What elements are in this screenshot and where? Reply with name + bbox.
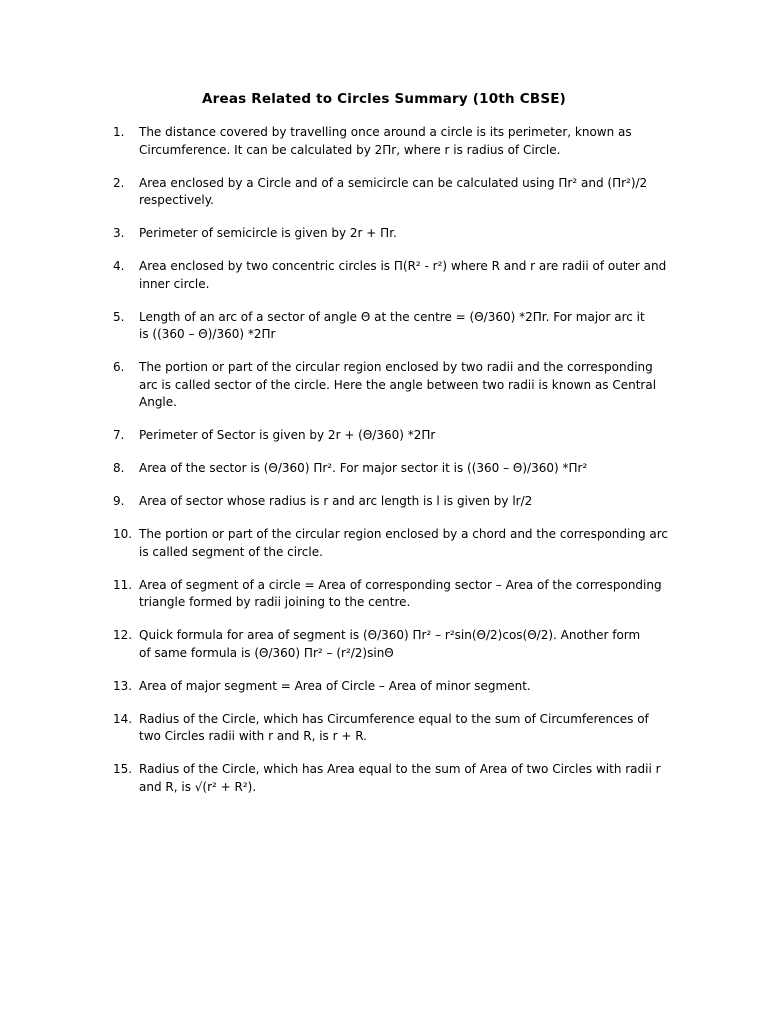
list-item-number: 3. — [113, 226, 125, 240]
list-item — [113, 711, 683, 746]
list-item-number: 13. — [113, 678, 133, 693]
document-title: Areas Related to Circles Summary (10th CBSE) — [201, 91, 567, 107]
list-item-text: The portion or part of the circular region enclosed by a chord and the corresponding arc is called segment of the circle. — [139, 527, 669, 559]
list-item-number: 6. — [113, 360, 125, 374]
list-item-number: 10. — [113, 527, 133, 541]
list-item — [113, 577, 683, 612]
list-item-number: 8. — [113, 461, 125, 475]
list-item — [113, 359, 683, 412]
list-item-text: Area enclosed by two concentric circles is Π(R² - r²) where R and r are radii of outer and inner circle. — [139, 259, 667, 291]
list-item-text: Area of major segment = Area of Circle – Area of minor segment. — [139, 678, 531, 693]
list-item-number: 2. — [113, 175, 125, 190]
list-item — [113, 124, 683, 159]
list-item-text: The portion or part of the circular region enclosed by two radii and the corresponding arc is called sector of the circle. Here the angle between two radii is known as Central Angle. — [139, 360, 657, 409]
list-item — [113, 258, 683, 293]
list-item — [113, 678, 683, 696]
list-item-text: The distance covered by travelling once around a circle is its perimeter, known as Circumference. It can be calculated by 2Πr, where r is radius of Circle. — [139, 125, 632, 157]
list-item-text: Quick formula for area of segment is (Θ/360) Πr² – r²sin(Θ/2)cos(Θ/2). Another form of same formula is (Θ/360) Πr² – (r²/2)sinΘ — [139, 628, 641, 660]
list-item-number: 12. — [113, 628, 133, 642]
list-item — [113, 493, 683, 511]
list-item-number: 14. — [113, 711, 133, 726]
list-item-number: 15. — [113, 762, 133, 776]
summary-list — [113, 124, 683, 812]
list-item-text: Length of an arc of a sector of angle Θ at the centre = (Θ/360) *2Πr. For major arc it is ((360 – Θ)/360) *2Πr — [139, 309, 645, 341]
list-item — [113, 309, 683, 344]
list-item-text: Perimeter of semicircle is given by 2r + Πr. — [139, 226, 397, 240]
list-item-number: 4. — [113, 259, 125, 273]
list-item — [113, 526, 683, 561]
list-item — [113, 427, 683, 445]
list-item — [113, 761, 683, 796]
list-item — [113, 627, 683, 662]
list-item-number: 7. — [113, 428, 125, 442]
list-item-text: Area of sector whose radius is r and arc length is l is given by lr/2 — [139, 494, 533, 508]
list-item — [113, 175, 683, 210]
list-item-number: 5. — [113, 309, 125, 324]
list-item — [113, 225, 683, 243]
list-item-text: Radius of the Circle, which has Circumference equal to the sum of Circumferences of two Circles radii with r and R, is r + R. — [139, 711, 649, 743]
list-item-text: Radius of the Circle, which has Area equal to the sum of Area of two Circles with radii r and R, is √(r² + R²). — [139, 762, 661, 794]
list-item-text: Area of segment of a circle = Area of corresponding sector – Area of the corresponding triangle formed by radii joining to the centre. — [139, 577, 662, 609]
list-item-number: 11. — [113, 577, 133, 592]
list-item-text: Perimeter of Sector is given by 2r + (Θ/360) *2Πr — [139, 428, 436, 442]
list-item-number: 1. — [113, 125, 125, 139]
list-item — [113, 460, 683, 478]
list-item-number: 9. — [113, 494, 125, 508]
list-item-text: Area of the sector is (Θ/360) Πr². For major sector it is ((360 – Θ)/360) *Πr² — [139, 461, 588, 475]
list-item-text: Area enclosed by a Circle and of a semicircle can be calculated using Πr² and (Πr²)/2 respectively. — [139, 175, 648, 207]
